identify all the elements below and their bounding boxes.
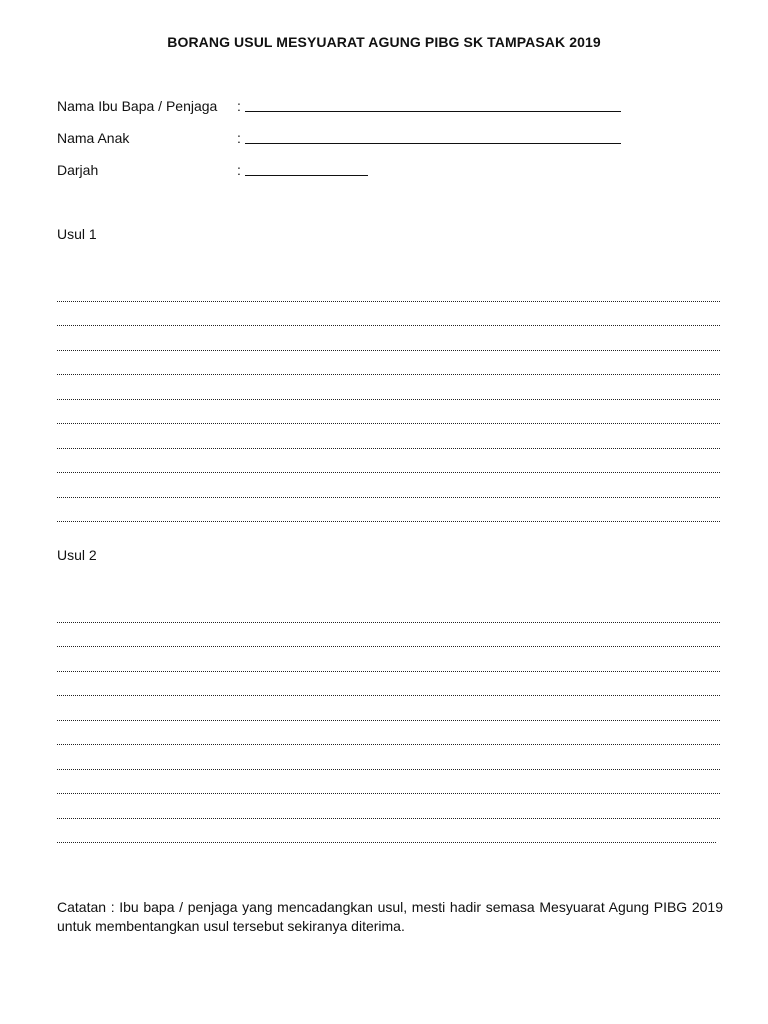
- dotted-line[interactable]: [57, 598, 720, 623]
- dotted-line[interactable]: [57, 302, 720, 327]
- dotted-line[interactable]: [57, 819, 720, 844]
- field-label-parent-name: Nama Ibu Bapa / Penjaga: [57, 98, 218, 114]
- section-heading-usul-1: Usul 1: [57, 226, 97, 242]
- dotted-line[interactable]: [57, 696, 720, 721]
- dotted-line[interactable]: [57, 473, 720, 498]
- dotted-line[interactable]: [57, 351, 720, 376]
- dotted-line[interactable]: [57, 449, 720, 474]
- dotted-line[interactable]: [57, 672, 720, 697]
- dotted-line[interactable]: [57, 375, 720, 400]
- class-line[interactable]: [245, 175, 368, 176]
- parent-name-line[interactable]: [245, 111, 621, 112]
- dotted-line[interactable]: [57, 277, 720, 302]
- dotted-line[interactable]: [57, 745, 720, 770]
- field-colon: :: [237, 162, 241, 178]
- dotted-line[interactable]: [57, 770, 720, 795]
- dotted-line[interactable]: [57, 424, 720, 449]
- field-colon: :: [237, 98, 241, 114]
- footnote: Catatan : Ibu bapa / penjaga yang mencadangkan usul, mesti hadir semasa Mesyuarat Agung PIBG 2019 untuk membentangkan usul tersebut sekiranya diterima.: [57, 899, 723, 934]
- field-colon: :: [237, 130, 241, 146]
- dotted-line[interactable]: [57, 326, 720, 351]
- usul-2-writing-lines[interactable]: [57, 598, 720, 843]
- dotted-line[interactable]: [57, 623, 720, 648]
- section-heading-usul-2: Usul 2: [57, 547, 97, 563]
- usul-1-writing-lines[interactable]: [57, 277, 720, 522]
- dotted-line[interactable]: [57, 647, 720, 672]
- dotted-line[interactable]: [57, 794, 720, 819]
- page-title: BORANG USUL MESYUARAT AGUNG PIBG SK TAMPASAK 2019: [167, 34, 601, 50]
- field-label-class: Darjah: [57, 162, 99, 178]
- field-label-child-name: Nama Anak: [57, 130, 130, 146]
- dotted-line[interactable]: [57, 498, 720, 523]
- dotted-line[interactable]: [57, 721, 720, 746]
- child-name-line[interactable]: [245, 143, 621, 144]
- dotted-line[interactable]: [57, 400, 720, 425]
